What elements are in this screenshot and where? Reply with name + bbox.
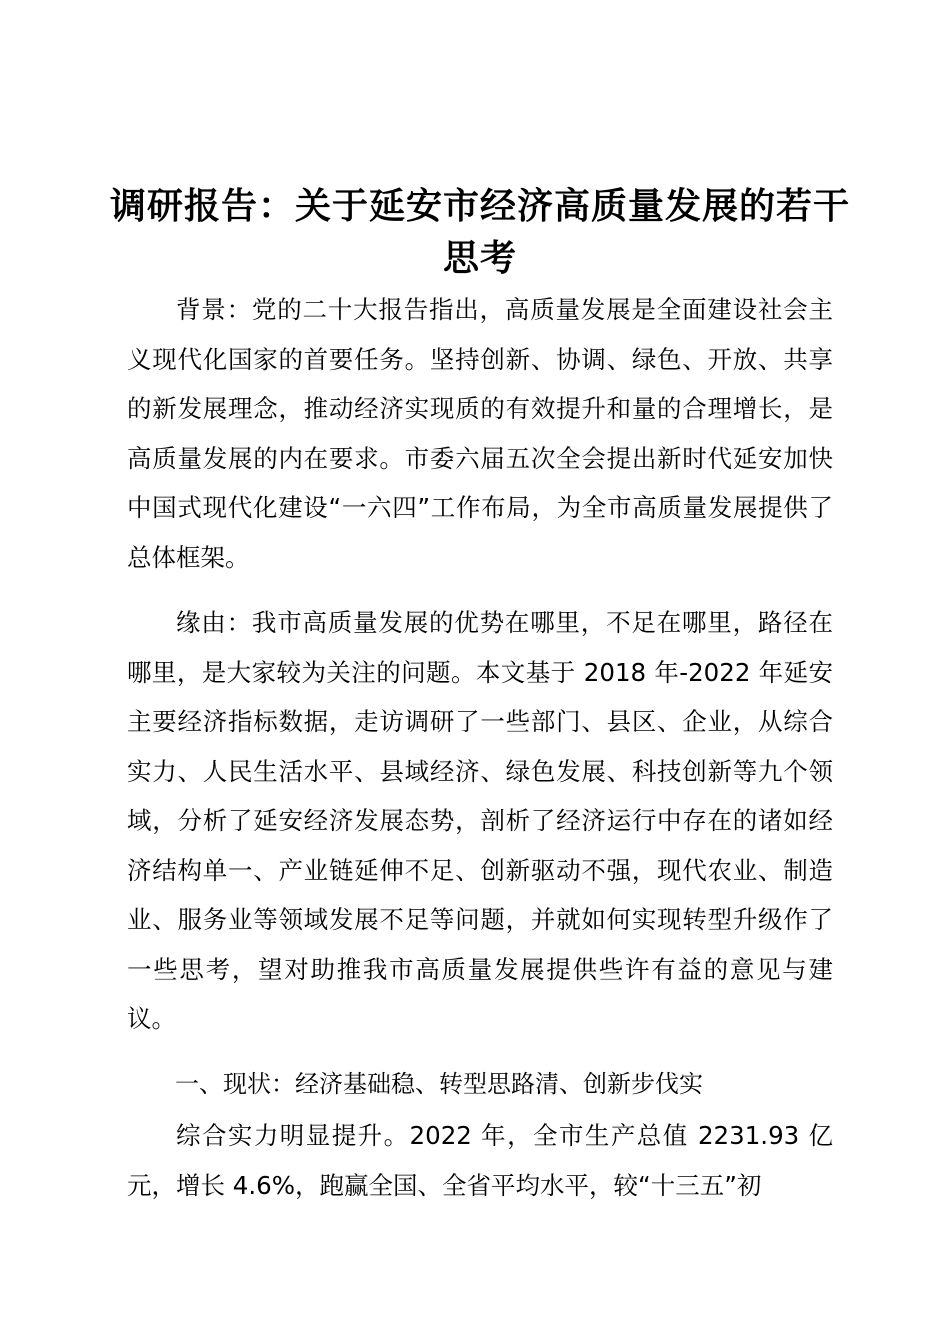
- document-body: [127, 285, 833, 1210]
- paragraph-current-status: 综合实力明显提升。2022 年，全市生产总值 2231.93 亿元，增长 4.6%，跑赢全国、全省平均水平，较“十三五”初: [127, 1121, 833, 1200]
- section-heading: 一、现状：经济基础稳、转型思路清、创新步伐实: [175, 1069, 703, 1098]
- paragraph-reason: 缘由：我市高质量发展的优势在哪里，不足在哪里，路径在哪里，是大家较为关注的问题。本文基于 2018 年-2022 年延安主要经济指标数据，走访调研了一些部门、县区、企业，从综合实力、人民生活水平、县域经济、绿色发展、科技创新等九个领域，分析了延安经济发展态势，剖析了经济运行中存在的诸如经济结构单一、产业链延伸不足、创新驱动不强，现代农业、制造业、服务业等领域发展不足等问题，并就如何实现转型升级作了一些思考，望对助推我市高质量发展提供些许有益的意见与建议。: [127, 608, 833, 1033]
- paragraph-background: 背景：党的二十大报告指出，高质量发展是全面建设社会主义现代化国家的首要任务。坚持创新、协调、绿色、开放、共享的新发展理念，推动经济实现质的有效提升和量的合理增长，是高质量发展的内在要求。市委六届五次全会提出新时代延安加快中国式现代化建设“一六四”工作布局，为全市高质量发展提供了总体框架。: [127, 295, 833, 572]
- document-title: 调研报告：关于延安市经济高质量发展的若干思考: [110, 185, 851, 279]
